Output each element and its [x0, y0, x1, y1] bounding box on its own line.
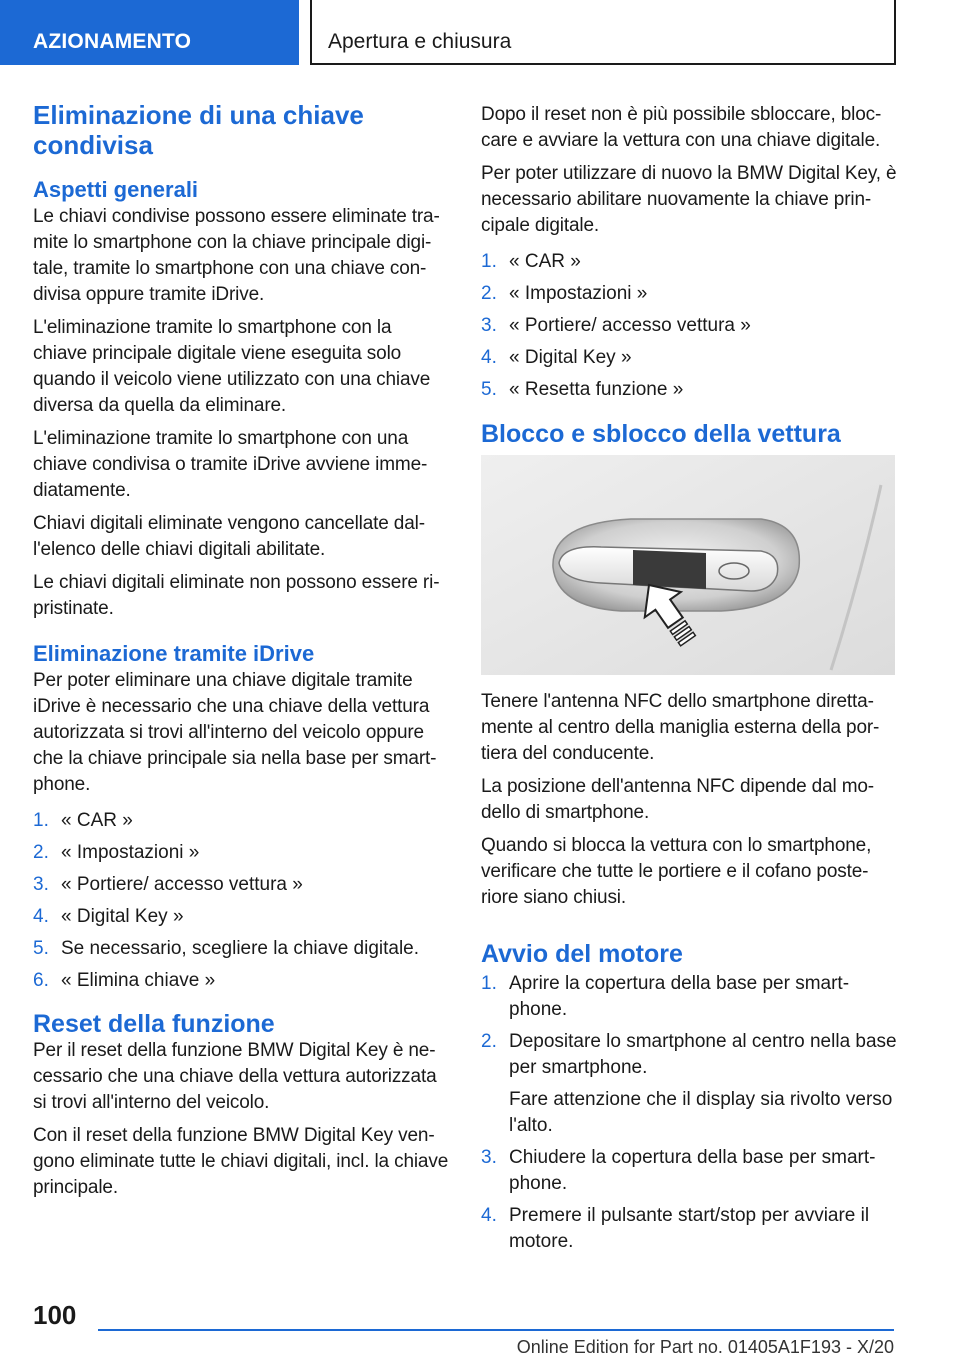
paragraph: Chiavi digitali eliminate vengono cancellate dall'elenco delle chiavi digitali abilitate. [33, 513, 426, 560]
list-item [481, 1029, 899, 1139]
list-item [33, 968, 449, 994]
step-note: Fare attenzione che il display sia rivolto verso l'alto. [509, 1089, 893, 1136]
step-text: « CAR » [509, 251, 581, 272]
section-tab [0, 0, 299, 65]
paragraph: L'eliminazione tramite lo smartphone con una chiave condivisa o tramite iDrive avviene immediatamente. [33, 428, 428, 501]
paragraph: Tenere l'antenna NFC dello smartphone direttamente al centro della maniglia esterna della portiera del conducente. [481, 691, 880, 764]
list-item [481, 345, 899, 371]
step-number: 6. [33, 970, 49, 991]
heading-eliminazione: Eliminazione di una chiave condivisa [33, 100, 364, 160]
step-number: 3. [481, 1147, 497, 1168]
step-text: Se necessario, scegliere la chiave digitale. [61, 938, 420, 959]
list-item [481, 249, 899, 275]
paragraph: Le chiavi condivise possono essere eliminate tramite lo smartphone con la chiave principale digitale, tramite lo smartphone con una chiave condivisa oppure tramite iDrive. [33, 206, 440, 305]
heading-blocco: Blocco e sblocco della vettura [481, 420, 841, 448]
list-item [33, 808, 449, 834]
list-item [481, 1145, 899, 1197]
step-text: « Portiere/ accesso vettura » [61, 874, 303, 895]
step-text: « Resetta funzione » [509, 379, 684, 400]
page-header-title [310, 0, 896, 65]
door-handle-figure [481, 455, 895, 675]
paragraph: Dopo il reset non è più possibile sbloccare, bloccare e avviare la vettura con una chiave digitale. [481, 104, 882, 151]
paragraph: Quando si blocca la vettura con lo smartphone, verificare che tutte le portiere e il cofano posteriore siano chiusi. [481, 835, 872, 908]
heading-aspetti-generali: Aspetti generali [33, 177, 199, 202]
idrive-steps-list [33, 808, 449, 994]
heading-avvio: Avvio del motore [481, 940, 683, 968]
reset-steps-list [481, 249, 899, 403]
step-text: « Digital Key » [509, 347, 632, 368]
step-number: 4. [481, 1205, 497, 1226]
step-text: « Portiere/ accesso vettura » [509, 315, 751, 336]
step-number: 1. [481, 973, 497, 994]
header-title-label: Apertura e chiusura [328, 30, 512, 53]
paragraph: Per il reset della funzione BMW Digital Key è necessario che una chiave della vettura autorizzata si trovi all'interno del veicolo. [33, 1040, 437, 1113]
section-label: AZIONAMENTO [33, 30, 192, 53]
paragraph: Per poter eliminare una chiave digitale tramite iDrive è necessario che una chiave della vettura autorizzata si trovi all'interno del veicolo oppure che la chiave principale sia nella base per smartphone. [33, 670, 437, 795]
step-number: 5. [33, 938, 49, 959]
left-column [33, 100, 449, 1208]
step-text: « CAR » [61, 810, 133, 831]
paragraph: Le chiavi digitali eliminate non possono essere ripristinate. [33, 572, 440, 619]
step-text: « Impostazioni » [509, 283, 648, 304]
step-number: 4. [481, 347, 497, 368]
list-item [481, 313, 899, 339]
avvio-steps-list [481, 971, 899, 1255]
list-item [481, 281, 899, 307]
heading-reset: Reset della funzione [33, 1010, 275, 1038]
step-text: « Elimina chiave » [61, 970, 216, 991]
step-number: 5. [481, 379, 497, 400]
step-number: 2. [481, 283, 497, 304]
step-number: 3. [481, 315, 497, 336]
paragraph: Per poter utilizzare di nuovo la BMW Digital Key, è necessario abilitare nuovamente la chiave principale digitale. [481, 163, 897, 236]
step-number: 4. [33, 906, 49, 927]
paragraph: Con il reset della funzione BMW Digital Key vengono eliminate tutte le chiavi digitali, incl. la chiave principale. [33, 1125, 449, 1198]
heading-eliminazione-idrive: Eliminazione tramite iDrive [33, 641, 315, 666]
step-text: « Impostazioni » [61, 842, 200, 863]
step-text: Chiudere la copertura della base per smartphone. [509, 1147, 876, 1194]
page-number: 100 [33, 1300, 77, 1330]
door-handle-illustration [481, 455, 895, 675]
step-number: 1. [481, 251, 497, 272]
step-text: Premere il pulsante start/stop per avviare il motore. [509, 1205, 870, 1252]
step-text: Depositare lo smartphone al centro nella base per smartphone. [509, 1031, 897, 1078]
footer-divider [98, 1329, 894, 1331]
list-item [481, 971, 899, 1023]
list-item [33, 872, 449, 898]
step-number: 2. [33, 842, 49, 863]
list-item [33, 840, 449, 866]
right-column [481, 102, 899, 1271]
step-number: 2. [481, 1031, 497, 1052]
step-number: 3. [33, 874, 49, 895]
list-item [33, 904, 449, 930]
paragraph: L'eliminazione tramite lo smartphone con la chiave principale digitale viene eseguita solo quando il veicolo viene utilizzato con una chiave diversa da quella da eliminare. [33, 317, 431, 416]
list-item [33, 936, 449, 962]
step-text: « Digital Key » [61, 906, 184, 927]
step-text: Aprire la copertura della base per smartphone. [509, 973, 850, 1020]
paragraph: La posizione dell'antenna NFC dipende dal modello di smartphone. [481, 776, 875, 823]
footer-edition: Online Edition for Part no. 01405A1F193 - X/20 [516, 1337, 894, 1357]
step-number: 1. [33, 810, 49, 831]
list-item [481, 1203, 899, 1255]
list-item [481, 377, 899, 403]
